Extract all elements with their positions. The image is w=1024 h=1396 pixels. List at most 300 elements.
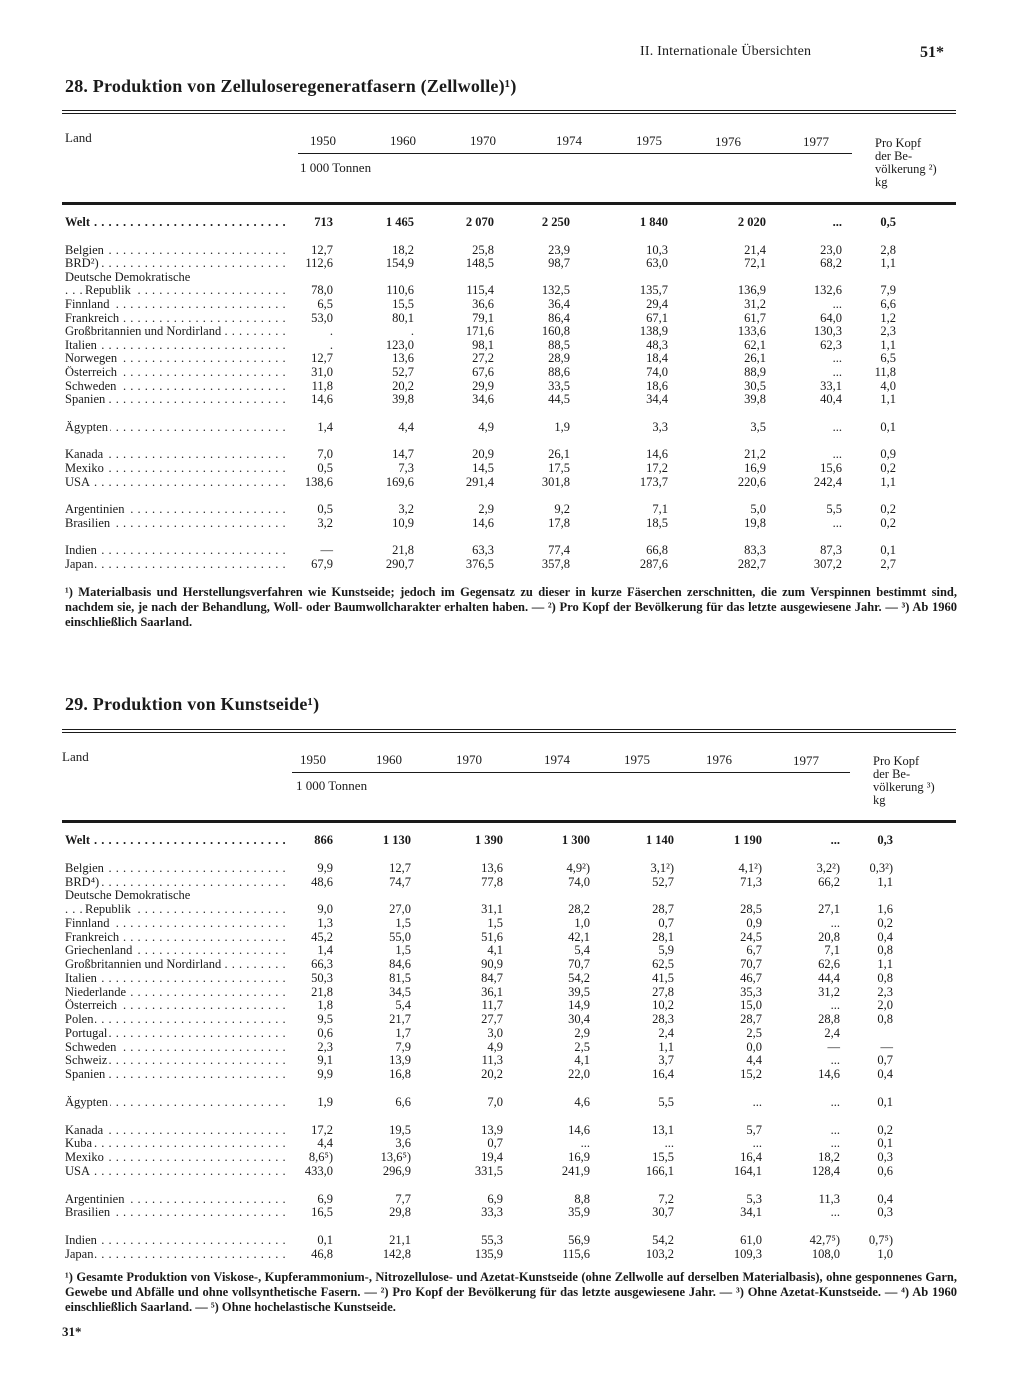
country-name: Spanien [65,1068,106,1081]
table-cell: 27,7 [481,1012,503,1026]
table-cell: 34,5 [389,984,411,999]
table-cell: 0,4 [877,1067,893,1081]
year-header: 1950 [310,133,336,148]
year-header: 1977 [803,134,829,149]
table-cell: 1,1 [880,337,896,352]
table-cell: 56,9 [568,1233,590,1247]
country-name: Großbritannien und Nordirland [65,958,222,971]
country-name: BRD⁴) [65,875,100,889]
table-cell: 70,7 [740,957,762,971]
table-row [0,352,1024,365]
table-cell: 39,8 [392,392,414,407]
table-cell: 0,6 [317,1025,333,1040]
table-cell: 0,8 [877,1012,893,1026]
table-cell: 67,6 [472,365,494,379]
table-cell: 14,6 [472,515,494,530]
table-cell: 83,3 [744,543,766,558]
table-cell: 1 840 [639,215,668,229]
table-cell: 13,6⁵) [380,1150,411,1164]
table-cell: 9,9 [317,1067,333,1081]
table-row [0,325,1024,338]
table-cell: 15,5 [392,297,414,311]
table-cell: 36,1 [481,984,503,999]
table-cell: 27,2 [472,351,494,366]
table-cell: 1,5 [395,915,411,930]
year-header: 1977 [793,753,819,768]
table-cell: 3,2²) [816,860,840,875]
row-label [65,380,290,393]
year-header: 1976 [706,752,732,767]
table-cell: 4,6 [574,1094,590,1109]
table-cell: 138,9 [639,324,668,339]
table-cell: 27,8 [652,984,674,999]
table-cell: 9,2 [554,502,570,517]
country-name: USA [65,475,91,489]
table-row [0,271,1024,284]
table-cell: 241,9 [561,1163,590,1178]
table-cell: 42,7⁵) [809,1233,840,1247]
table-row [0,944,1024,957]
country-name: Argentinien [65,1192,125,1206]
table-cell: 6,6 [395,1094,411,1109]
table-cell: 14,6 [646,447,668,462]
country-name: Kanada [65,448,104,462]
table-cell: 12,7 [311,351,333,366]
table-29-pro-kopf-header: Pro Kopf der Be- völkerung ³) kg [873,754,935,807]
row-label [65,298,290,311]
table-cell: 67,9 [311,557,333,571]
table-cell: 1,5 [487,915,503,930]
table-cell: 1,1 [880,392,896,407]
row-label [65,1124,290,1137]
table-cell: 14,6 [818,1067,840,1081]
table-cell: 3,2 [317,515,333,530]
page-footer-signature: 31* [62,1324,82,1339]
table-row [0,421,1024,434]
table-cell: 52,7 [652,874,674,889]
table-cell: 5,5 [658,1094,674,1109]
table-cell: 11,3 [818,1191,840,1206]
table-cell: 7,0 [317,447,333,462]
table-28-title: 28. Produktion von Zelluloseregeneratfasern (Zellwolle)¹) [65,76,517,96]
table-cell: 282,7 [737,557,766,571]
row-label [65,958,290,971]
table-cell: 5,3 [746,1191,762,1206]
table-cell: 2 070 [465,215,494,229]
row-label [65,284,290,297]
table-cell: 55,0 [389,929,411,944]
table-row [0,244,1024,257]
table-cell: 29,9 [472,378,494,393]
table-cell: 79,1 [472,310,494,325]
row-label [65,325,290,338]
table-cell: ... [830,1122,840,1137]
table-cell: 19,5 [389,1122,411,1137]
row-label [65,931,290,944]
table-cell: 10,3 [646,242,668,257]
table-cell: 171,6 [465,324,494,339]
country-name: Österreich [65,999,118,1013]
table-cell: 3,3 [652,419,668,434]
table-row [0,862,1024,875]
table-cell: 1,1 [880,256,896,271]
table-cell: 5,4 [395,998,411,1013]
table-cell: 90,9 [481,957,503,971]
table-cell: 135,7 [639,283,668,298]
table-cell: ... [664,1136,674,1151]
country-name: Italien [65,338,97,352]
table-cell: 17,5 [548,461,570,475]
table-cell: 0,3 [877,1205,893,1220]
table-cell: 34,4 [646,392,668,407]
table-cell: 48,6 [311,874,333,889]
year-header: 1974 [544,752,570,767]
table-cell: 36,4 [548,297,570,311]
table-cell: 29,4 [646,297,668,311]
table-29-top-rule [62,729,956,730]
table-cell: 7,9 [880,283,896,298]
table-cell: ... [832,351,842,366]
year-header: 1970 [456,752,482,767]
table-row [0,380,1024,393]
table-cell: 132,5 [541,283,570,298]
table-cell: 1,3 [317,915,333,930]
row-label [65,1234,290,1247]
table-cell: 0,5 [880,215,896,229]
table-row [0,298,1024,311]
table-cell: 14,6 [311,392,333,407]
table-cell: 132,6 [813,283,842,298]
table-cell: 31,2 [744,297,766,311]
table-cell: 31,1 [481,902,503,916]
table-row [0,366,1024,379]
table-cell: 62,5 [652,957,674,971]
table-cell: 11,3 [481,1053,503,1068]
country-name: Indien [65,1234,97,1247]
table-cell: 7,1 [652,502,668,517]
table-cell: 242,4 [813,474,842,489]
row-label [65,876,290,889]
table-cell: 20,8 [818,929,840,944]
table-cell: ... [832,365,842,379]
country-name: USA [65,1164,91,1178]
row-label [65,244,290,257]
table-cell: 7,3 [398,461,414,475]
table-cell: 54,2 [568,970,590,985]
table-cell: ... [830,915,840,930]
table-cell: ... [832,297,842,311]
table-cell: 1 390 [474,833,503,847]
country-name: Welt [65,834,90,847]
table-cell: 98,1 [472,337,494,352]
country-name: Kanada [65,1123,104,1137]
table-cell: 1,5 [395,943,411,958]
table-cell: 9,1 [317,1053,333,1068]
table-cell: 0,1 [877,1094,893,1109]
table-row [0,1027,1024,1040]
country-name: Argentinien [65,503,125,517]
table-cell: 30,5 [744,378,766,393]
table-cell: 21,4 [744,242,766,257]
table-row [0,1165,1024,1178]
row-label [65,999,290,1012]
table-28-footnote: ¹) Materialbasis und Herstellungsverfahren wie Kunstseide; jedoch im Gegensatz zu dieser in kurze Fäserchen zerschnitten, die zum Verspinnen bestimmt sind, nachdem sie, je nach der Behandlung, Woll- oder Baumwollcharakter erhalten haben. — ²) Pro Kopf der Bevölkerung für das letzte ausgewiesene Jahr. — ³) Ab 1960 einschließlich Saarland. [65,585,957,629]
table-cell: 23,0 [820,242,842,257]
table-cell: 21,7 [389,1012,411,1026]
table-cell: 0,8 [877,943,893,958]
table-cell: 115,6 [562,1246,590,1261]
table-cell: 84,6 [389,957,411,971]
table-cell: 1,4 [317,419,333,434]
table-cell: 48,3 [646,337,668,352]
table-cell: 16,8 [389,1067,411,1081]
table-cell: 7,1 [824,943,840,958]
table-29-unit: 1 000 Tonnen [296,778,368,793]
table-28-top-rule-2 [62,113,956,114]
table-cell: 0,5 [317,502,333,517]
table-cell: 123,0 [385,337,414,352]
table-cell: 0,4 [877,929,893,944]
table-cell: 55,3 [481,1233,503,1247]
table-cell: 0,7⁵) [868,1233,893,1247]
table-cell: ... [830,1136,840,1151]
table-cell: 20,2 [392,378,414,393]
row-label [65,889,290,902]
table-row [0,448,1024,461]
table-cell: 68,2 [820,256,842,271]
row-label [65,1206,290,1219]
table-cell: ... [580,1136,590,1151]
section-title: II. Internationale Übersichten [640,44,812,59]
table-cell: 21,8 [392,543,414,558]
table-cell: 13,9 [481,1122,503,1137]
table-cell: 50,3 [311,970,333,985]
row-label [65,366,290,379]
row-label [65,862,290,875]
table-cell: 1,0 [877,1246,893,1261]
table-cell: 5,0 [750,502,766,517]
table-cell: ... [832,419,842,434]
country-name: Polen [65,1013,94,1026]
table-cell: 35,9 [568,1205,590,1220]
country-name: Österreich [65,366,118,379]
country-name: Frankreich [65,311,120,325]
table-cell: 6,9 [487,1191,503,1206]
table-cell: 4,0 [880,378,896,393]
table-cell: — [827,1039,840,1054]
table-cell: 296,9 [382,1163,411,1178]
table-cell: 0,7 [658,915,674,930]
row-label [65,352,290,365]
table-cell: 86,4 [548,310,570,325]
table-cell: 169,6 [385,474,414,489]
table-cell: . [329,324,333,339]
table-row [0,1137,1024,1150]
table-cell: 16,9 [568,1150,590,1164]
table-cell: 6,5 [880,351,896,366]
row-label [65,1137,290,1150]
table-cell: 6,7 [746,943,762,958]
table-cell: 17,2 [311,1122,333,1137]
table-cell: 28,5 [740,902,762,916]
country-name: Schweden [65,1040,117,1054]
table-cell: 20,9 [472,447,494,462]
table-cell: 2,5 [746,1025,762,1040]
table-cell: 4,4 [317,1136,333,1151]
table-row [0,1206,1024,1219]
table-cell: 2,9 [478,502,494,517]
table-29-header-rule [62,820,956,823]
country-name: Finnland [65,916,110,930]
table-29-footnote: ¹) Gesamte Produktion von Viskose-, Kupferammonium-, Nitrozellulose- und Azetat-Kunstseide (ohne Zellwolle auf derselben Materialbasis), ohne gesponnenes Garn, Gewebe und Abfälle und ohne vollsynthetische Fasern. — ²) Pro Kopf der Bevölkerung für das letzte ausgewiesene Jahr. — ³) Ohne Azetat-Kunstseide. — ⁴) Ab 1960 einschließlich Saarland. — ⁵) Ohne hochelastische Kunstseide. [65,1270,957,1314]
table-cell: . [329,337,333,352]
country-name: Schweiz [65,1054,108,1068]
table-cell: 0,2 [880,502,896,517]
table-cell: 1 190 [733,833,762,847]
table-cell: 14,7 [392,447,414,462]
table-cell: 46,7 [740,970,762,985]
country-name: Spanien [65,393,106,407]
table-cell: 39,8 [744,392,766,407]
table-cell: 0,4 [877,1191,893,1206]
table-cell: 26,1 [744,351,766,366]
row-label [65,1151,290,1164]
table-cell: 28,9 [548,351,570,366]
table-cell: 16,4 [740,1150,762,1164]
table-cell: 16,9 [744,461,766,475]
table-cell: 7,7 [395,1191,411,1206]
table-row [0,476,1024,489]
table-cell: 287,6 [639,557,668,571]
table-cell: 9,0 [317,902,333,916]
table-cell: 3,7 [658,1053,674,1068]
row-label [65,558,290,571]
table-cell: 77,4 [548,543,570,558]
table-cell: 2,8 [880,242,896,257]
table-cell: 62,6 [818,957,840,971]
country-name: Brasilien [65,1206,111,1220]
country-name: BRD²) [65,257,99,271]
row-label [65,1068,290,1081]
table-cell: 88,5 [548,337,570,352]
row-label [65,1165,290,1178]
year-header: 1974 [556,133,582,148]
table-cell: 18,2 [392,242,414,257]
table-cell: 1,2 [880,310,896,325]
table-cell: 10,9 [392,515,414,530]
country-name: Norwegen [65,352,118,366]
table-cell: ... [830,1053,840,1068]
table-row [0,889,1024,902]
table-cell: 3,1²) [650,860,674,875]
table-row [0,339,1024,352]
country-name: Deutsche Demokratische [65,889,191,903]
table-cell: 4,1²) [738,860,762,875]
table-cell: 51,6 [481,929,503,944]
table-cell: 0,2 [880,461,896,475]
table-cell: 164,1 [733,1163,762,1178]
table-cell: ... [832,515,842,530]
table-cell: 5,4 [574,943,590,958]
table-28-top-rule [62,110,956,111]
table-cell: 54,2 [652,1233,674,1247]
table-cell: 8,6⁵) [308,1150,333,1164]
table-cell: 2,4 [658,1025,674,1040]
table-cell: 21,8 [311,984,333,999]
table-cell: 13,9 [389,1053,411,1068]
table-cell: 16,4 [652,1067,674,1081]
table-row [0,558,1024,571]
table-cell: 13,6 [481,860,503,875]
table-cell: 30,7 [652,1205,674,1220]
row-label [65,339,290,352]
year-header: 1975 [636,133,662,148]
table-cell: 98,7 [548,256,570,271]
row-label [65,834,290,847]
table-row [0,462,1024,475]
table-cell: 8,8 [574,1191,590,1206]
table-cell: 2 250 [541,215,570,229]
table-cell: ... [752,1094,762,1109]
table-cell: — [320,543,333,558]
table-cell: 18,2 [818,1150,840,1164]
row-label [65,1193,290,1206]
table-row [0,284,1024,297]
table-cell: 7,0 [487,1094,503,1109]
table-cell: 35,3 [740,984,762,999]
table-cell: 0,1 [880,543,896,558]
table-cell: 0,6 [877,1163,893,1178]
table-cell: 14,9 [568,998,590,1013]
table-row [0,876,1024,889]
table-cell: 28,1 [652,929,674,944]
country-name: Portugal [65,1026,108,1040]
table-cell: 23,9 [548,242,570,257]
country-name: Finnland [65,298,110,311]
table-cell: 2,4 [824,1025,840,1040]
table-cell: 18,5 [646,515,668,530]
table-cell: 87,3 [820,543,842,558]
table-cell: ... [752,1136,762,1151]
table-cell: 3,2 [398,502,414,517]
table-cell: 2,0 [877,998,893,1013]
table-cell: 5,9 [658,943,674,958]
table-cell: 2 020 [737,215,766,229]
table-cell: 1,0 [574,915,590,930]
table-cell: 1,1 [658,1039,674,1054]
table-cell: 61,0 [740,1233,762,1247]
table-cell: 148,5 [465,256,494,271]
table-cell: 17,8 [548,515,570,530]
year-header: 1960 [376,752,402,767]
table-cell: 1,1 [877,957,893,971]
table-28-header-rule [62,202,956,205]
table-cell: 4,1 [487,943,503,958]
table-row [0,931,1024,944]
table-cell: 1,4 [317,943,333,958]
country-name: Republik [85,284,131,298]
table-cell: 28,3 [652,1012,674,1026]
table-cell: 2,9 [574,1025,590,1040]
table-cell: 28,2 [568,902,590,916]
year-header: 1975 [624,752,650,767]
table-cell: 15,0 [740,998,762,1013]
table-28-unit: 1 000 Tonnen [300,160,372,175]
table-cell: 28,7 [740,1012,762,1026]
table-cell: 78,0 [311,283,333,298]
table-cell: 33,1 [820,378,842,393]
table-row [0,1096,1024,1109]
